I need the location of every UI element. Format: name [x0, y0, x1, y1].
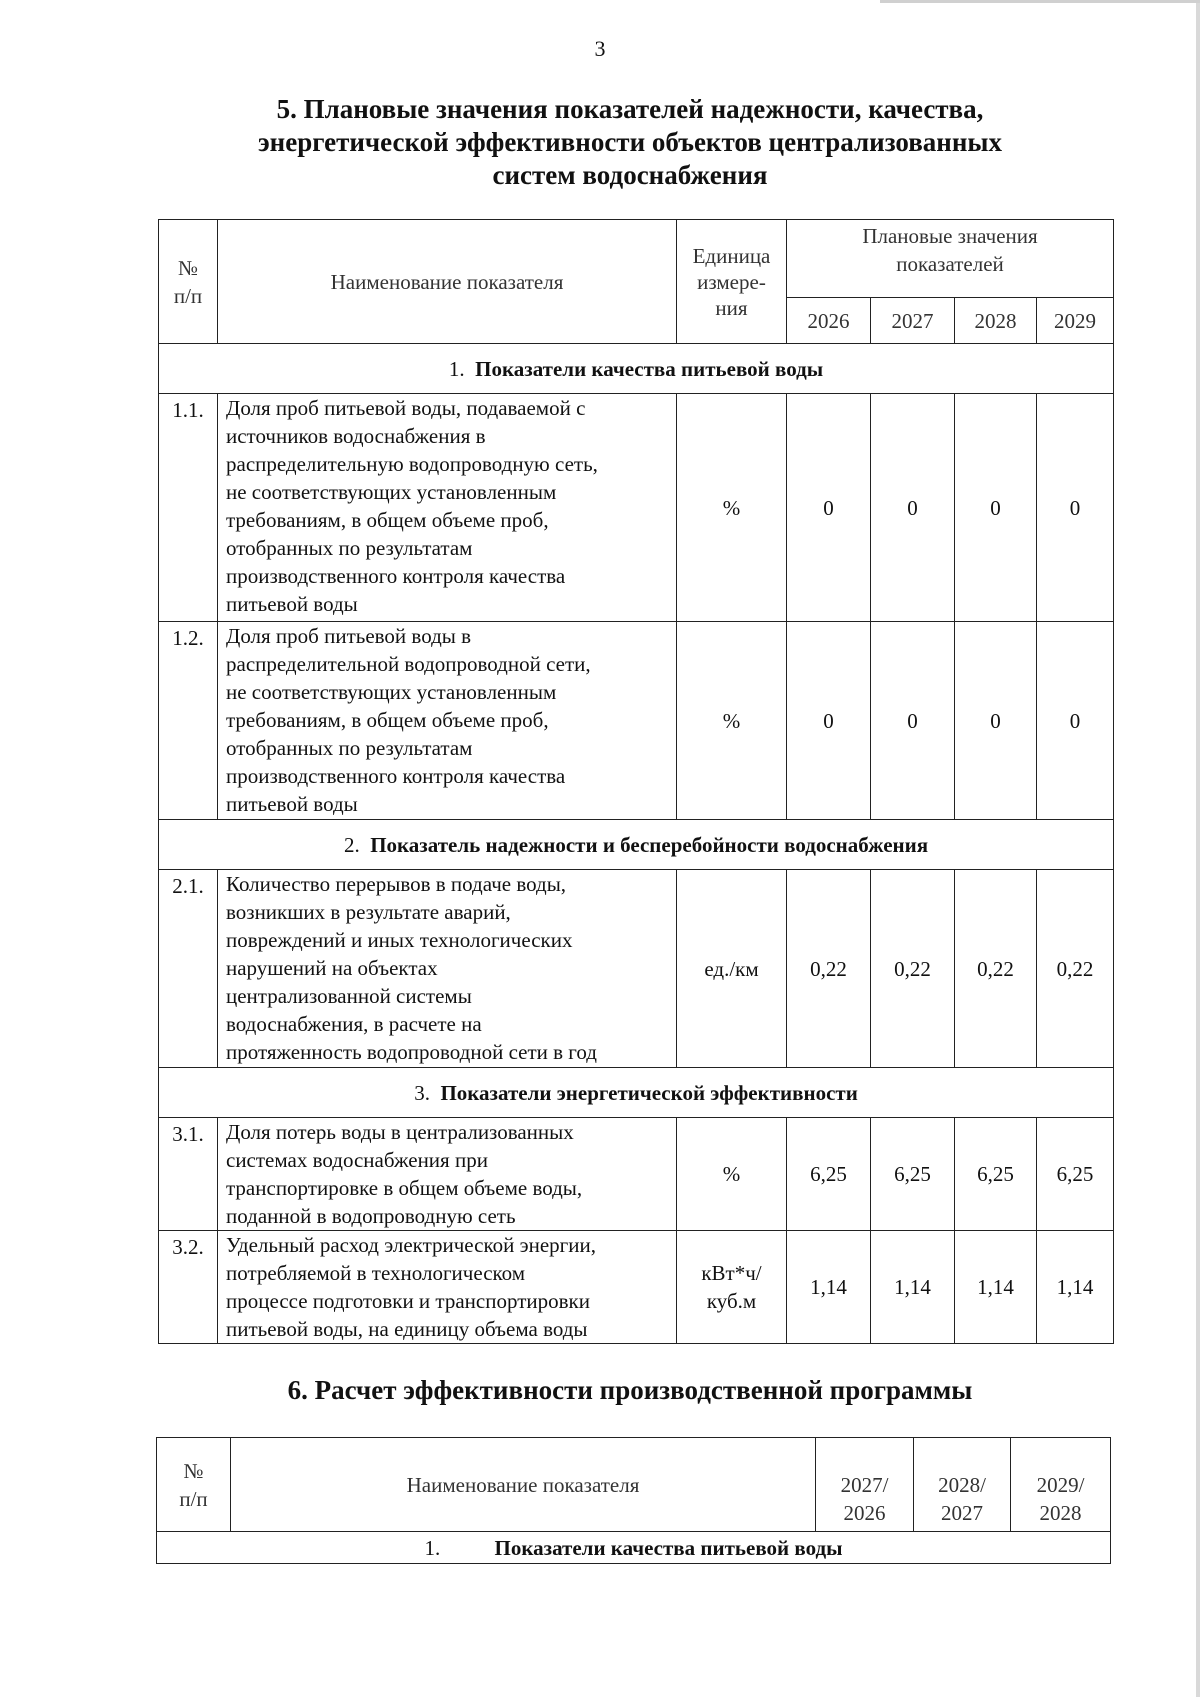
header-period-line: 2027 [941, 1501, 983, 1525]
unit-cell [677, 1231, 787, 1344]
value-cell: 0 [1037, 622, 1114, 820]
header-planned-line: показателей [896, 252, 1004, 276]
header-name-cell: Наименование показателя [218, 220, 677, 344]
header-period-line: 2027/ [840, 1473, 889, 1497]
header-num-line: п/п [179, 1486, 208, 1511]
section-label: Показатели качества питьевой воды [494, 1535, 843, 1560]
value-cell: 6,25 [1037, 1118, 1114, 1231]
indicator-name-line: повреждений и иных технологических [226, 928, 573, 952]
header-year-cell: 2026 [787, 298, 871, 344]
section-6-title: 6. Расчет эффективности производственной программы [287, 1375, 973, 1405]
unit-line: % [722, 1162, 741, 1186]
indicator-name-line: отобранных по результатам [226, 736, 473, 760]
indicator-name-cell [218, 622, 677, 820]
header-unit-line: ния [715, 295, 748, 320]
header-unit-line: Единица [692, 243, 771, 268]
indicator-name-line: производственного контроля качества [226, 564, 566, 588]
value-cell: 0,22 [955, 870, 1037, 1068]
value-cell: 0 [871, 394, 955, 622]
section-number: 3. [414, 1080, 430, 1105]
header-period-line: 2028 [1039, 1501, 1082, 1525]
header-period-cell [816, 1438, 914, 1532]
value-cell: 1,14 [955, 1231, 1037, 1344]
header-planned-line: Плановые значения [862, 224, 1038, 248]
value-cell: 0 [1037, 394, 1114, 622]
indicator-name-line: питьевой воды [226, 792, 358, 816]
section-label: Показатели энергетической эффективности [440, 1080, 858, 1105]
section-5-title-line: 5. Плановые значения показателей надежности, качества, [276, 94, 984, 124]
header-unit-line: измере- [697, 269, 766, 294]
indicator-name-cell [218, 1231, 677, 1344]
indicator-name-line: не соответствующих установленным [226, 480, 557, 504]
value-cell: 0 [871, 622, 955, 820]
row-number-cell: 1.1. [159, 394, 218, 622]
header-row [159, 220, 1114, 298]
table-row [159, 1118, 1114, 1231]
indicator-name-line: требованиям, в общем объеме проб, [226, 508, 549, 532]
header-num-line: № [177, 255, 199, 280]
row-number-cell: 2.1. [159, 870, 218, 1068]
header-period-line: 2029/ [1036, 1473, 1085, 1497]
section-row [159, 344, 1114, 394]
indicator-name-line: не соответствующих установленным [226, 680, 557, 704]
indicator-name-line: системах водоснабжения при [226, 1148, 488, 1172]
section-5-title-line: энергетической эффективности объектов централизованных [257, 127, 1002, 157]
indicator-name-cell [218, 870, 677, 1068]
unit-line: кВт*ч/ [701, 1261, 762, 1285]
row-number-cell: 3.2. [159, 1231, 218, 1344]
unit-line: ед./км [704, 956, 759, 981]
planned-values-table [158, 219, 1114, 1344]
row-number-cell: 3.1. [159, 1118, 218, 1231]
value-cell: 0 [787, 394, 871, 622]
section-heading-cell [157, 1532, 1111, 1564]
unit-line: % [722, 708, 741, 733]
header-year-cell: 2027 [871, 298, 955, 344]
efficiency-table [156, 1437, 1111, 1564]
section-heading-cell [159, 820, 1114, 870]
section-label: Показатели качества питьевой воды [475, 356, 824, 381]
header-num-line: № [183, 1458, 204, 1483]
indicator-name-line: распределительную водопроводную сеть, [226, 452, 598, 476]
table-row [159, 1231, 1114, 1344]
indicator-name-line: питьевой воды [226, 592, 358, 616]
indicator-name-line: поданной в водопроводную сеть [226, 1204, 516, 1228]
section-5-title [150, 93, 1110, 192]
section-heading-cell [159, 344, 1114, 394]
row-number-cell: 1.2. [159, 622, 218, 820]
header-year-cell: 2029 [1037, 298, 1114, 344]
page-number: 3 [594, 36, 606, 61]
value-cell: 1,14 [787, 1231, 871, 1344]
header-num-cell [159, 220, 218, 344]
indicator-name-line: Доля проб питьевой воды, подаваемой с [226, 396, 586, 420]
value-cell: 1,14 [871, 1231, 955, 1344]
indicator-name-line: водоснабжения, в расчете на [226, 1012, 482, 1036]
section-row [159, 1068, 1114, 1118]
indicator-name-line: Количество перерывов в подаче воды, [226, 872, 567, 896]
section-row [159, 820, 1114, 870]
indicator-name-line: производственного контроля качества [226, 764, 566, 788]
indicator-name-line: процессе подготовки и транспортировки [226, 1289, 590, 1313]
indicator-name-line: отобранных по результатам [226, 536, 473, 560]
unit-cell [677, 394, 787, 622]
indicator-name-line: распределительной водопроводной сети, [226, 652, 591, 676]
section-heading-cell [159, 1068, 1114, 1118]
header-period-cell [914, 1438, 1011, 1532]
unit-cell [677, 870, 787, 1068]
unit-line: % [722, 495, 741, 520]
planned-values-table-body [159, 220, 1114, 1344]
section-number: 1. [424, 1535, 441, 1560]
indicator-name-line: питьевой воды, на единицу объема воды [226, 1317, 588, 1341]
value-cell: 0 [955, 394, 1037, 622]
header-period-line: 2026 [843, 1501, 886, 1525]
header-unit-cell [677, 220, 787, 344]
table-row [159, 622, 1114, 820]
header-num-cell [157, 1438, 231, 1532]
table-row [159, 870, 1114, 1068]
indicator-name-line: протяженность водопроводной сети в год [226, 1040, 597, 1064]
indicator-name-cell [218, 394, 677, 622]
unit-cell [677, 622, 787, 820]
header-num-line: п/п [173, 283, 203, 308]
value-cell: 0,22 [787, 870, 871, 1068]
indicator-name-line: нарушений на объектах [226, 956, 438, 980]
value-cell: 6,25 [871, 1118, 955, 1231]
indicator-name-line: требованиям, в общем объеме проб, [226, 708, 549, 732]
section-5-title-line: систем водоснабжения [492, 160, 768, 190]
indicator-name-line: централизованной системы [226, 984, 472, 1008]
section-row [157, 1532, 1111, 1564]
indicator-name-cell [218, 1118, 677, 1231]
indicator-name-line: Доля потерь воды в централизованных [226, 1120, 574, 1144]
header-name-cell: Наименование показателя [231, 1438, 816, 1532]
efficiency-table-body [157, 1438, 1111, 1564]
unit-line: куб.м [706, 1289, 757, 1313]
header-planned-cell [787, 220, 1114, 298]
scan-edge-top [880, 0, 1200, 3]
header-period-cell [1011, 1438, 1111, 1532]
indicator-name-line: Удельный расход электрической энергии, [226, 1233, 597, 1257]
section-number: 2. [343, 832, 360, 857]
section-label: Показатель надежности и бесперебойности водоснабжения [370, 832, 929, 857]
value-cell: 1,14 [1037, 1231, 1114, 1344]
unit-cell [677, 1118, 787, 1231]
header-year-cell: 2028 [955, 298, 1037, 344]
value-cell: 6,25 [787, 1118, 871, 1231]
indicator-name-line: Доля проб питьевой воды в [226, 624, 472, 648]
header-row [157, 1438, 1111, 1532]
header-period-line: 2028/ [938, 1473, 986, 1497]
section-number: 1. [448, 356, 465, 381]
scan-edge [1196, 0, 1200, 1697]
indicator-name-line: источников водоснабжения в [226, 424, 486, 448]
table-row [159, 394, 1114, 622]
indicator-name-line: возникших в результате аварий, [226, 900, 511, 924]
value-cell: 6,25 [955, 1118, 1037, 1231]
value-cell: 0 [955, 622, 1037, 820]
value-cell: 0 [787, 622, 871, 820]
indicator-name-line: транспортировке в общем объеме воды, [226, 1176, 583, 1200]
indicator-name-line: потребляемой в технологическом [226, 1261, 526, 1285]
value-cell: 0,22 [1037, 870, 1114, 1068]
value-cell: 0,22 [871, 870, 955, 1068]
